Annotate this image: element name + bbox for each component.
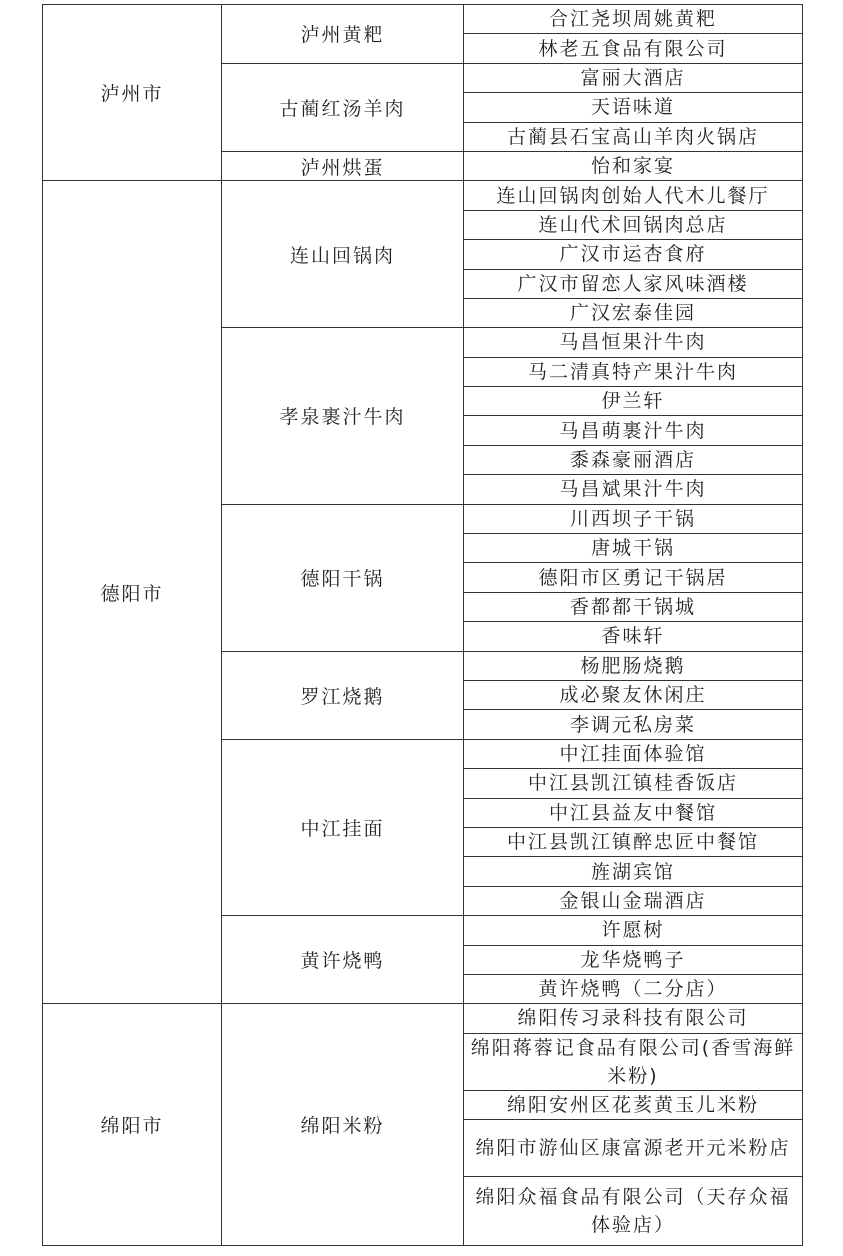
- shop-cell: 龙华烧鸭子: [464, 945, 803, 974]
- shop-cell: 香味轩: [464, 622, 803, 651]
- shop-cell: 古蔺县石宝高山羊肉火锅店: [464, 122, 803, 151]
- dish-cell: 德阳干锅: [222, 504, 464, 651]
- shop-cell: 李调元私房菜: [464, 710, 803, 739]
- city-cell: 绵阳市: [43, 1004, 222, 1246]
- shop-cell: 黄许烧鸭（二分店）: [464, 974, 803, 1003]
- shop-cell: 绵阳市游仙区康富源老开元米粉店: [464, 1120, 803, 1177]
- shop-cell: 富丽大酒店: [464, 63, 803, 92]
- shop-cell: 中江县益友中餐馆: [464, 798, 803, 827]
- shop-cell: 连山代术回锅肉总店: [464, 210, 803, 239]
- shop-cell: 香都都干锅城: [464, 592, 803, 621]
- shop-cell: 合江尧坝周姚黄粑: [464, 5, 803, 34]
- shop-cell: 杨肥肠烧鹅: [464, 651, 803, 680]
- shop-cell: 马昌萌裹汁牛肉: [464, 416, 803, 445]
- shop-cell: 林老五食品有限公司: [464, 34, 803, 63]
- shop-cell: 绵阳传习录科技有限公司: [464, 1004, 803, 1033]
- shop-cell: 广汉市留恋人家风味酒楼: [464, 269, 803, 298]
- restaurant-table-body: [43, 5, 803, 1246]
- shop-cell: 绵阳蒋蓉记食品有限公司(香雪海鲜米粉): [464, 1033, 803, 1090]
- dish-cell: 孝泉裹汁牛肉: [222, 328, 464, 504]
- dish-cell: 罗江烧鹅: [222, 651, 464, 739]
- shop-cell: 马昌恒果汁牛肉: [464, 328, 803, 357]
- shop-cell: 德阳市区勇记干锅居: [464, 563, 803, 592]
- dish-cell: 古蔺红汤羊肉: [222, 63, 464, 151]
- dish-cell: 泸州黄粑: [222, 5, 464, 64]
- table-row: [43, 181, 803, 210]
- dish-cell: 连山回锅肉: [222, 181, 464, 328]
- dish-cell: 中江挂面: [222, 739, 464, 915]
- shop-cell: 金银山金瑞酒店: [464, 886, 803, 915]
- shop-cell: 川西坝子干锅: [464, 504, 803, 533]
- shop-cell: 绵阳安州区花荄黄玉儿米粉: [464, 1090, 803, 1119]
- shop-cell: 中江挂面体验馆: [464, 739, 803, 768]
- table-row: [43, 1004, 803, 1033]
- shop-cell: 旌湖宾馆: [464, 857, 803, 886]
- dish-cell: 黄许烧鸭: [222, 916, 464, 1004]
- city-cell: 德阳市: [43, 181, 222, 1004]
- dish-cell: 泸州烘蛋: [222, 151, 464, 180]
- shop-cell: 唐城干锅: [464, 534, 803, 563]
- city-cell: 泸州市: [43, 5, 222, 181]
- table-row: [43, 5, 803, 34]
- shop-cell: 广汉宏泰佳园: [464, 298, 803, 327]
- shop-cell: 中江县凯江镇桂香饭店: [464, 769, 803, 798]
- restaurant-table: [42, 4, 803, 1246]
- shop-cell: 连山回锅肉创始人代木儿餐厅: [464, 181, 803, 210]
- shop-cell: 马二清真特产果汁牛肉: [464, 357, 803, 386]
- dish-cell: 绵阳米粉: [222, 1004, 464, 1246]
- shop-cell: 马昌斌果汁牛肉: [464, 475, 803, 504]
- shop-cell: 成必聚友休闲庄: [464, 680, 803, 709]
- shop-cell: 黍森豪丽酒店: [464, 445, 803, 474]
- shop-cell: 怡和家宴: [464, 151, 803, 180]
- shop-cell: 天语味道: [464, 93, 803, 122]
- shop-cell: 伊兰轩: [464, 387, 803, 416]
- shop-cell: 广汉市运杏食府: [464, 240, 803, 269]
- shop-cell: 许愿树: [464, 916, 803, 945]
- shop-cell: 中江县凯江镇醉忠匠中餐馆: [464, 827, 803, 856]
- shop-cell: 绵阳众福食品有限公司（天存众福体验店）: [464, 1177, 803, 1246]
